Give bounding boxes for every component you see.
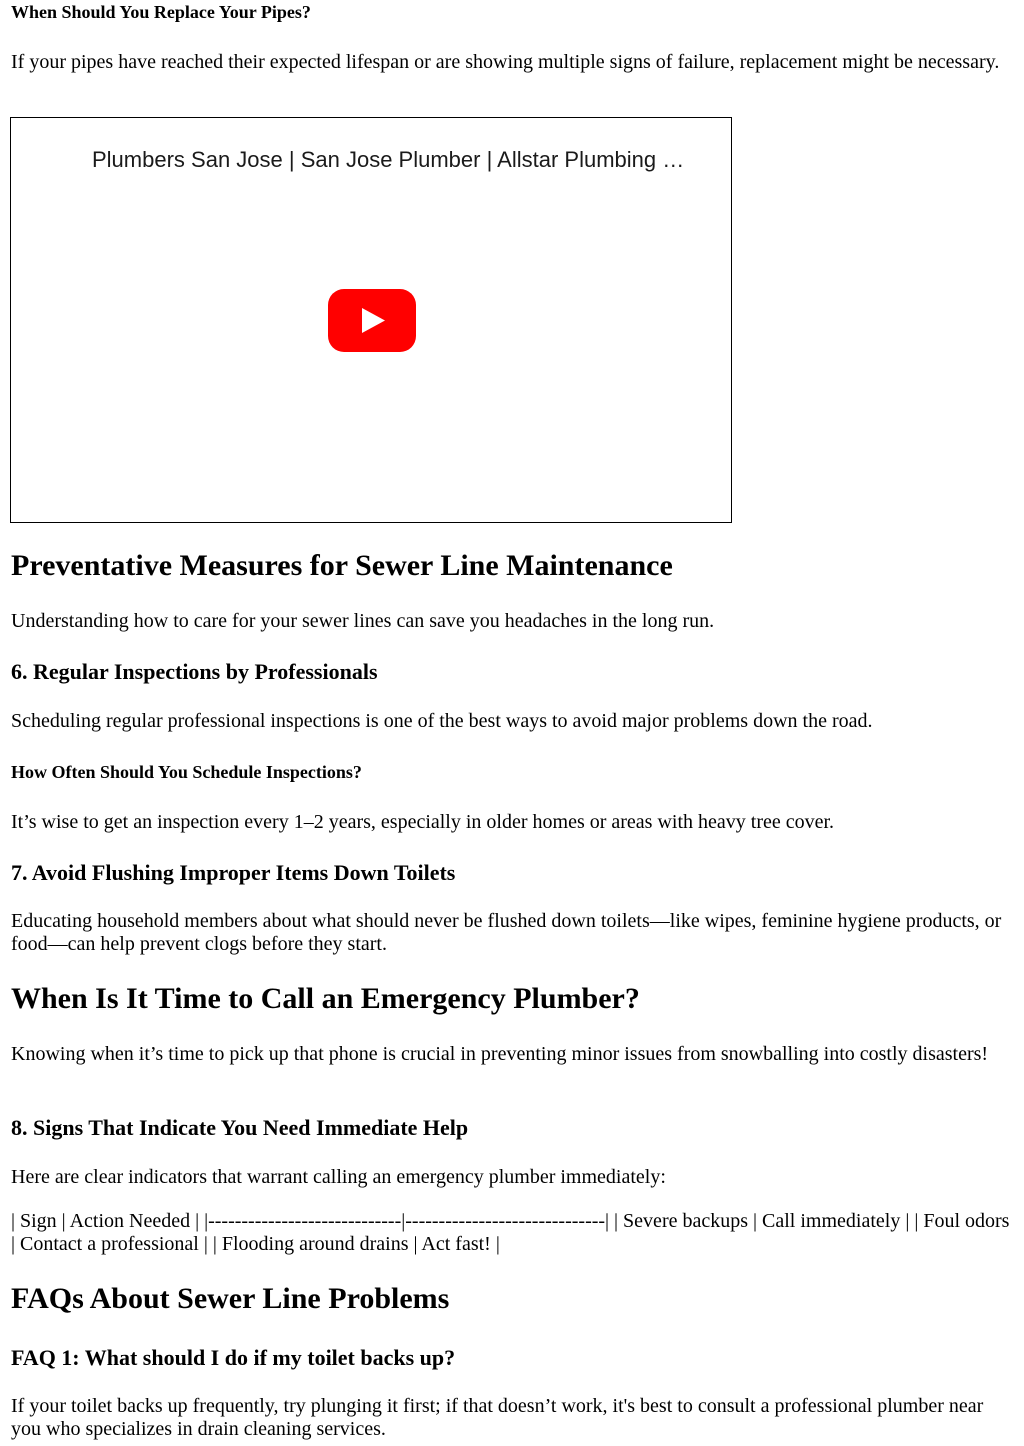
signs-heading: 8. Signs That Indicate You Need Immediate Help xyxy=(11,1115,469,1140)
flushing-heading: 7. Avoid Flushing Improper Items Down Toilets xyxy=(11,860,456,885)
preventative-heading: Preventative Measures for Sewer Line Maintenance xyxy=(11,549,673,582)
emergency-heading: When Is It Time to Call an Emergency Plumber? xyxy=(11,982,640,1015)
embedded-video-player[interactable] xyxy=(10,117,732,523)
pipes-replace-paragraph: If your pipes have reached their expected lifespan or are showing multiple signs of failure, replacement might be necessary. xyxy=(11,51,1000,73)
emergency-paragraph: Knowing when it’s time to pick up that phone is crucial in preventing minor issues from snowballing into costly disasters! xyxy=(11,1043,989,1065)
faq1-question: FAQ 1: What should I do if my toilet backs up? xyxy=(11,1345,456,1370)
faq1-answer: If your toilet backs up frequently, try plunging it first; if that doesn’t work, it's best to consult a professional plumber near you who specializes in drain cleaning services. xyxy=(11,1395,984,1440)
preventative-paragraph: Understanding how to care for your sewer lines can save you headaches in the long run. xyxy=(11,610,715,632)
faqs-heading: FAQs About Sewer Line Problems xyxy=(11,1282,450,1315)
inspections-frequency-heading: How Often Should You Schedule Inspections? xyxy=(11,762,362,782)
inspections-frequency-paragraph: It’s wise to get an inspection every 1–2 years, especially in older homes or areas with heavy tree cover. xyxy=(11,811,835,833)
youtube-play-icon[interactable] xyxy=(328,289,416,352)
flushing-paragraph: Educating household members about what should never be flushed down toilets—like wipes, feminine hygiene products, or food—can help prevent clogs before they start. xyxy=(11,910,1002,955)
inspections-paragraph: Scheduling regular professional inspections is one of the best ways to avoid major problems down the road. xyxy=(11,710,873,732)
signs-paragraph: Here are clear indicators that warrant calling an emergency plumber immediately: xyxy=(11,1166,666,1188)
inspections-heading: 6. Regular Inspections by Professionals xyxy=(11,659,378,684)
pipes-replace-heading: When Should You Replace Your Pipes? xyxy=(11,2,311,22)
video-title[interactable]: Plumbers San Jose | San Jose Plumber | Allstar Plumbing … xyxy=(92,147,685,172)
signs-table-text: | Sign | Action Needed | |-----------------------------|------------------------------| | Severe backups | Call immediately | | Foul odors | Contact a professional | | Flooding around drains | Act fast! | xyxy=(11,1210,1010,1255)
